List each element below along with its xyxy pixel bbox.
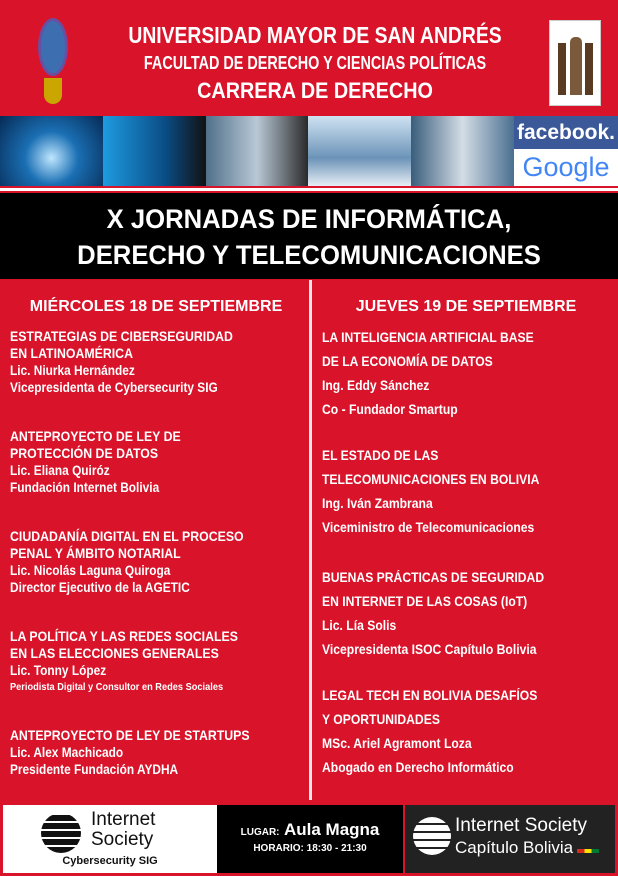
tech-image: [411, 116, 514, 186]
talk-item: [10, 628, 238, 696]
talk-title: DE LA ECONOMÍA DE DATOS: [322, 354, 493, 369]
talk-title: EN INTERNET DE LAS COSAS (IoT): [322, 594, 528, 609]
talk-item: [322, 444, 539, 540]
speaker-name: Lic. Alex Machicado: [10, 745, 124, 760]
speaker-name: Lic. Eliana Quiróz: [10, 463, 110, 478]
social-logos: [514, 116, 618, 186]
university-name: UNIVERSIDAD MAYOR DE SAN ANDRÉS: [128, 22, 502, 48]
isoc-bolivia-logo: Internet Society Capítulo Bolivia: [405, 805, 615, 873]
speaker-role: Director Ejecutivo de la AGETIC: [10, 580, 190, 595]
talk-title: EN LAS ELECCIONES GENERALES: [10, 645, 219, 661]
speaker-name: Lic. Lía Solis: [322, 618, 397, 633]
day1-label: MIÉRCOLES 18 DE SEPTIEMBRE: [29, 298, 283, 315]
speaker-name: MSc. Ariel Agramont Loza: [322, 736, 472, 751]
speaker-role: Viceministro de Telecomunicaciones: [322, 520, 535, 535]
speaker-role: Presidente Fundación AYDHA: [10, 762, 179, 777]
talk-title: ANTEPROYECTO DE LEY DE STARTUPS: [10, 727, 250, 743]
speaker-role: Vicepresidenta ISOC Capítulo Bolivia: [322, 642, 537, 657]
google-logo: Google: [514, 149, 618, 186]
column-divider: [309, 280, 312, 800]
faculty-name: FACULTAD DE DERECHO Y CIENCIAS POLÍTICAS: [143, 53, 487, 73]
talk-title: Y OPORTUNIDADES: [322, 712, 440, 727]
event-title: X JORNADAS DE INFORMÁTICA, DERECHO Y TELECOMUNICACIONES: [77, 204, 541, 270]
speaker-name: Lic. Tonny López: [10, 663, 107, 678]
speaker-role: Fundación Internet Bolivia: [10, 480, 160, 495]
bolivia-flag-icon: [577, 849, 599, 853]
talk-title: TELECOMUNICACIONES EN BOLIVIA: [322, 472, 540, 487]
speaker-name: Lic. Niurka Hernández: [10, 363, 135, 378]
globe-icon: [413, 817, 451, 855]
day2-label: JUEVES 19 DE SEPTIEMBRE: [355, 298, 577, 315]
image-strip: [0, 116, 618, 186]
tech-image: [206, 116, 309, 186]
venue-info: LUGAR: Aula Magna HORARIO: 18:30 - 21:30: [217, 805, 403, 873]
talk-item: [322, 326, 534, 422]
talk-title: LA POLÍTICA Y LAS REDES SOCIALES: [10, 628, 238, 644]
speaker-role: Periodista Digital y Consultor en Redes Sociales: [10, 681, 224, 693]
umsa-crest-logo: [38, 18, 68, 108]
facebook-logo: facebook.: [514, 116, 618, 149]
speaker-role: Co - Fundador Smartup: [322, 402, 458, 417]
globe-icon: [41, 813, 81, 853]
talk-title: BUENAS PRÁCTICAS DE SEGURIDAD: [322, 570, 545, 585]
speaker-name: Ing. Eddy Sánchez: [322, 378, 430, 393]
talk-title: ESTRATEGIAS DE CIBERSEGURIDAD: [10, 328, 233, 344]
talk-item: [322, 566, 544, 662]
talk-title: EL ESTADO DE LAS: [322, 448, 439, 463]
talk-title: EN LATINOAMÉRICA: [10, 345, 133, 361]
talk-title: ANTEPROYECTO DE LEY DE: [10, 428, 181, 444]
isoc-cybersecurity-logo: Internet Society Cybersecurity SIG: [3, 805, 217, 873]
tech-image: [308, 116, 411, 186]
speaker-name: Lic. Nicolás Laguna Quiroga: [10, 563, 171, 578]
speaker-role: Abogado en Derecho Informático: [322, 760, 514, 775]
talk-item: [10, 328, 233, 396]
talk-item: [322, 684, 537, 780]
faculty-seal-logo: [549, 20, 601, 106]
talk-title: PENAL Y ÁMBITO NOTARIAL: [10, 545, 181, 561]
talk-title: CIUDADANÍA DIGITAL EN EL PROCESO: [10, 528, 244, 544]
talk-item: [10, 528, 244, 596]
speaker-role: Vicepresidenta de Cybersecurity SIG: [10, 380, 218, 395]
divider: [0, 188, 618, 191]
talk-item: [10, 428, 181, 496]
talk-title: LEGAL TECH EN BOLIVIA DESAFÍOS: [322, 688, 538, 703]
tech-image: [0, 116, 103, 186]
speaker-name: Ing. Iván Zambrana: [322, 496, 433, 511]
talk-title: LA INTELIGENCIA ARTIFICIAL BASE: [322, 330, 534, 345]
talk-item: [10, 727, 250, 778]
career-name: CARRERA DE DERECHO: [197, 78, 433, 103]
tech-image: [103, 116, 206, 186]
event-title-band: [0, 193, 618, 279]
talk-title: PROTECCIÓN DE DATOS: [10, 445, 159, 461]
